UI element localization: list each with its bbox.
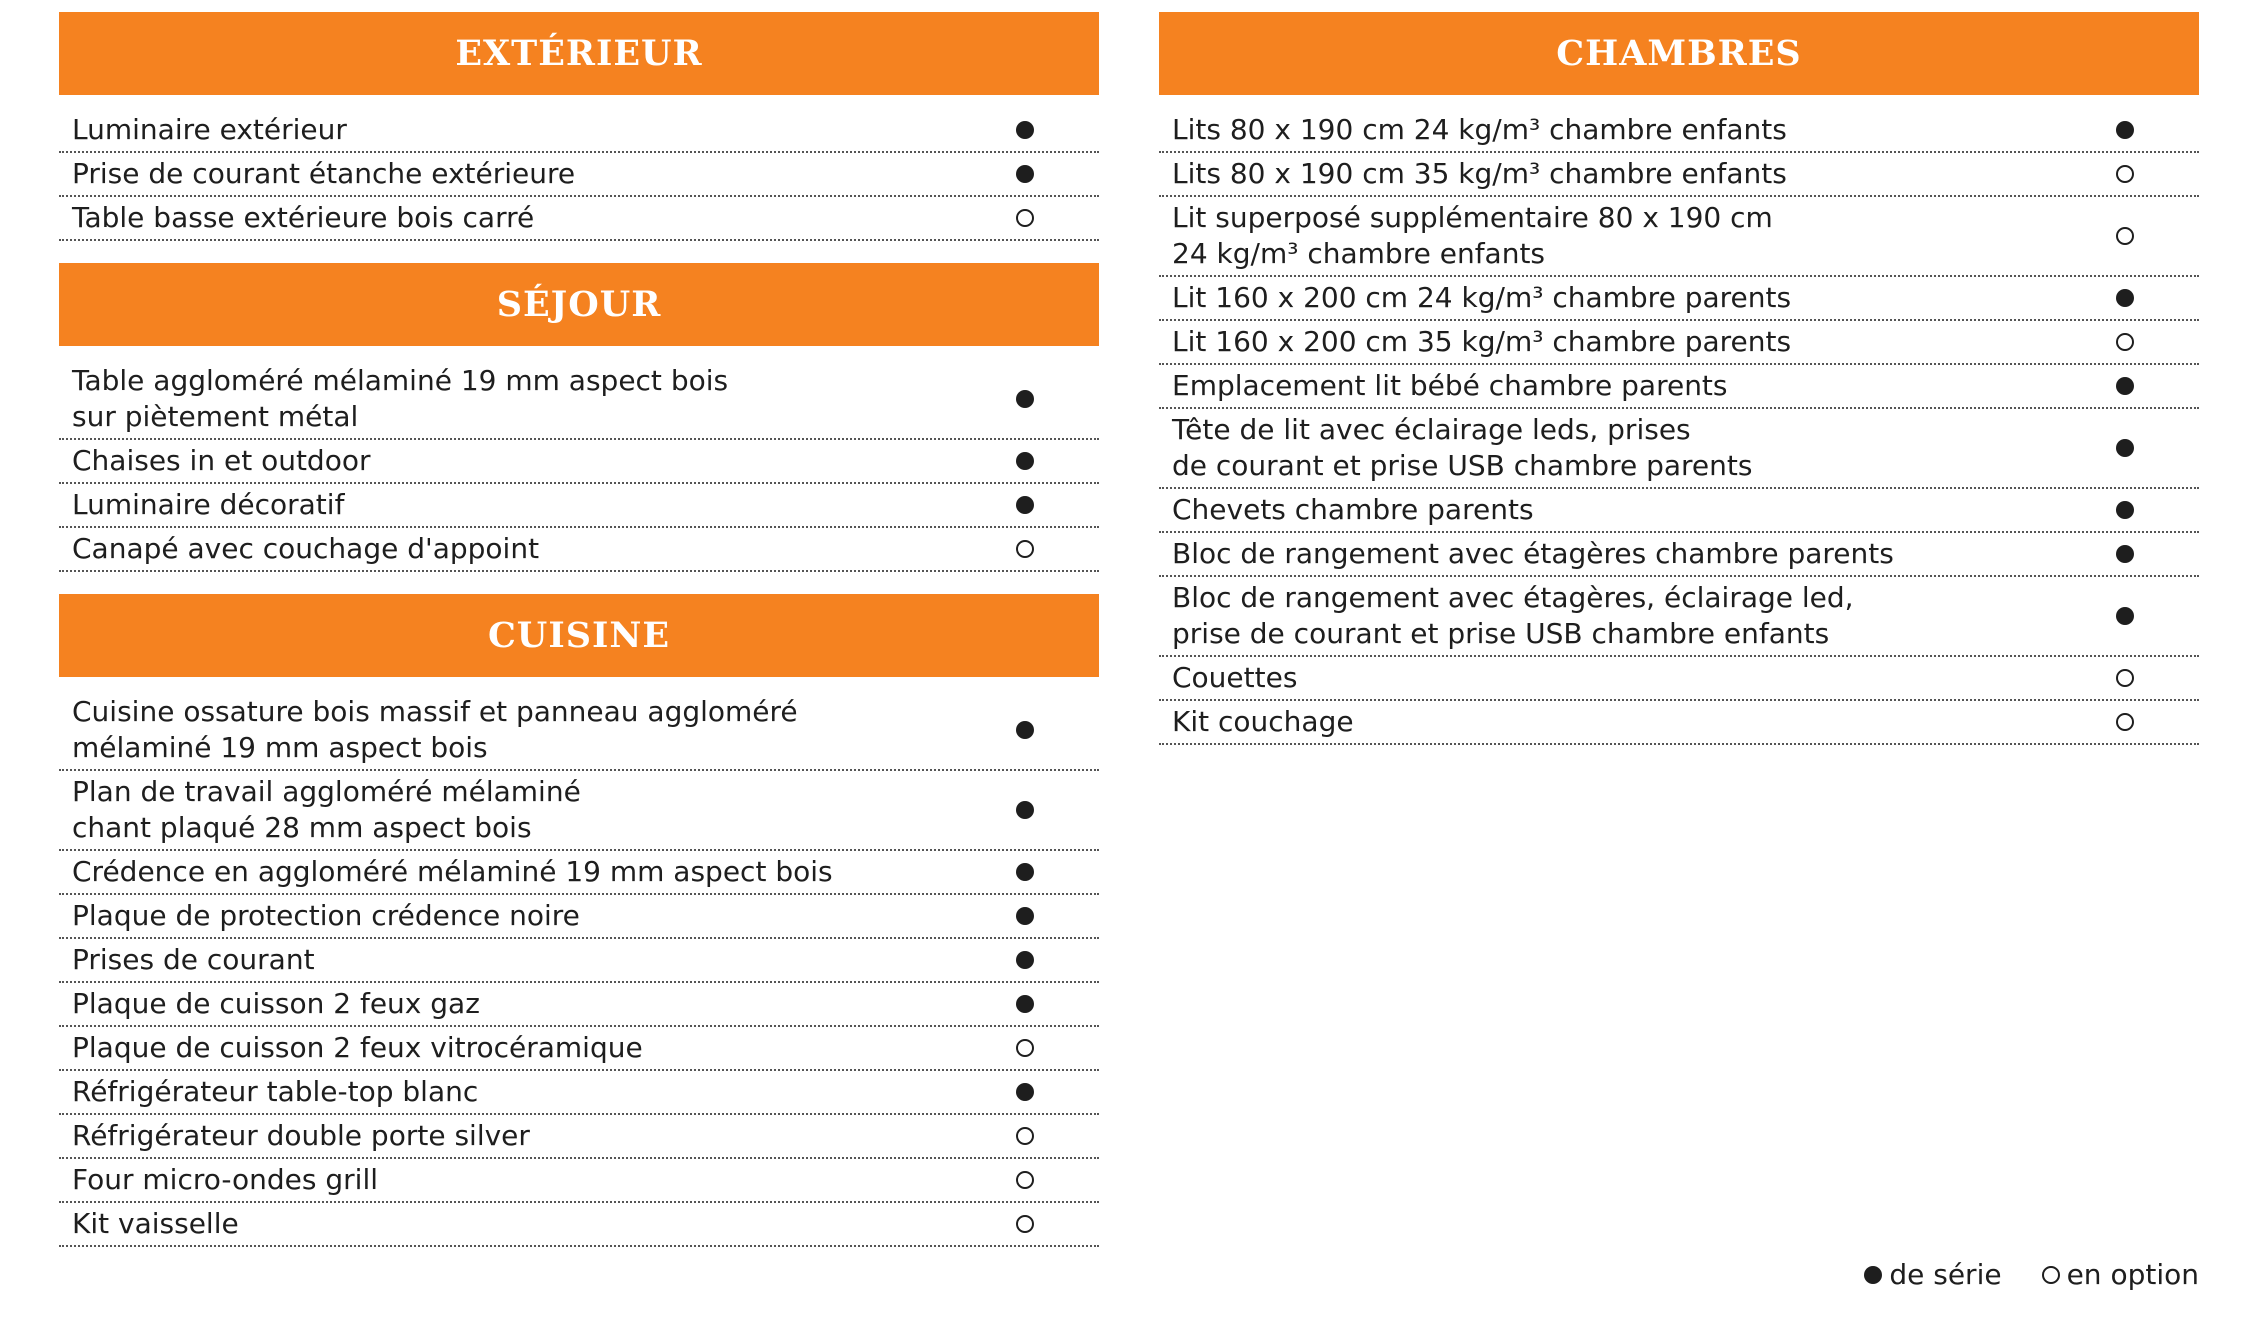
list-item [59, 895, 1099, 939]
list-item [1159, 533, 2199, 577]
list-item [59, 109, 1099, 153]
list-item [59, 484, 1099, 528]
item-label: Luminaire décoratif [72, 488, 345, 521]
hollow-circle-icon [1016, 540, 1034, 558]
item-label: Crédence en aggloméré mélaminé 19 mm aspect bois [72, 855, 833, 888]
filled-circle-icon [1016, 390, 1034, 408]
item-list [1159, 109, 2199, 745]
item-label: Table aggloméré mélaminé 19 mm aspect bois sur piètement métal [72, 364, 729, 433]
item-label: Chevets chambre parents [1172, 493, 1534, 526]
filled-circle-icon [1016, 165, 1034, 183]
list-item [1159, 109, 2199, 153]
list-item [1159, 277, 2199, 321]
list-item [59, 528, 1099, 572]
item-label: Prise de courant étanche extérieure [72, 157, 576, 190]
item-label: Lit 160 x 200 cm 35 kg/m³ chambre parents [1172, 325, 1792, 358]
filled-circle-icon [1016, 1083, 1034, 1101]
item-label: Lits 80 x 190 cm 35 kg/m³ chambre enfants [1172, 157, 1787, 190]
filled-circle-icon [2116, 501, 2134, 519]
list-item [1159, 657, 2199, 701]
section-header [59, 594, 1099, 677]
hollow-circle-icon [2116, 669, 2134, 687]
list-item [59, 939, 1099, 983]
item-label: Plaque de protection crédence noire [72, 899, 580, 932]
list-item [59, 1159, 1099, 1203]
section-header [59, 263, 1099, 346]
list-item [59, 1071, 1099, 1115]
item-label: Plaque de cuisson 2 feux gaz [72, 987, 480, 1020]
list-item [59, 197, 1099, 241]
item-label: Kit couchage [1172, 705, 1354, 738]
legend [1824, 1258, 2199, 1291]
item-label: Lits 80 x 190 cm 24 kg/m³ chambre enfants [1172, 113, 1787, 146]
hollow-circle-icon [1016, 1127, 1034, 1145]
filled-circle-icon [2116, 439, 2134, 457]
item-label: Prises de courant [72, 943, 315, 976]
item-label: Cuisine ossature bois massif et panneau aggloméré mélaminé 19 mm aspect bois [72, 695, 798, 764]
list-item [1159, 365, 2199, 409]
hollow-circle-icon [2116, 165, 2134, 183]
filled-circle-icon [1016, 452, 1034, 470]
item-label: Tête de lit avec éclairage leds, prises de courant et prise USB chambre parents [1172, 413, 1753, 482]
item-label: Bloc de rangement avec étagères, éclairage led, prise de courant et prise USB chambre enfants [1172, 581, 1854, 650]
list-item [59, 153, 1099, 197]
list-item [59, 1203, 1099, 1247]
section-title: CHAMBRES [1556, 33, 1802, 74]
list-item [1159, 701, 2199, 745]
list-item [1159, 577, 2199, 657]
section-title: CUISINE [487, 615, 671, 656]
legend-option-label: en option [2066, 1258, 2199, 1291]
item-label: Luminaire extérieur [72, 113, 347, 146]
list-item [1159, 409, 2199, 489]
item-label: Bloc de rangement avec étagères chambre parents [1172, 537, 1894, 570]
filled-circle-icon [1016, 121, 1034, 139]
section-chambres [1159, 12, 2199, 745]
filled-circle-icon [1016, 496, 1034, 514]
item-label: Kit vaisselle [72, 1207, 239, 1240]
list-item [59, 851, 1099, 895]
item-label: Table basse extérieure bois carré [72, 201, 535, 234]
list-item [1159, 153, 2199, 197]
filled-circle-icon [2116, 121, 2134, 139]
filled-circle-icon [1016, 863, 1034, 881]
filled-circle-icon [1864, 1266, 1882, 1284]
item-label: Réfrigérateur table-top blanc [72, 1075, 479, 1108]
list-item [59, 1115, 1099, 1159]
hollow-circle-icon [2116, 333, 2134, 351]
filled-circle-icon [2116, 545, 2134, 563]
list-item [59, 360, 1099, 440]
legend-standard [1864, 1258, 2001, 1291]
item-label: Lit 160 x 200 cm 24 kg/m³ chambre parents [1172, 281, 1792, 314]
item-label: Couettes [1172, 661, 1298, 694]
item-label: Four micro-ondes grill [72, 1163, 379, 1196]
section-title: SÉJOUR [496, 284, 662, 325]
filled-circle-icon [2116, 377, 2134, 395]
list-item [59, 691, 1099, 771]
item-list [59, 109, 1099, 241]
hollow-circle-icon [1016, 1215, 1034, 1233]
section-cuisine [59, 594, 1099, 1247]
section-sejour [59, 263, 1099, 572]
list-item [59, 983, 1099, 1027]
filled-circle-icon [1016, 951, 1034, 969]
item-label: Réfrigérateur double porte silver [72, 1119, 530, 1152]
hollow-circle-icon [2042, 1266, 2060, 1284]
hollow-circle-icon [2116, 713, 2134, 731]
filled-circle-icon [1016, 721, 1034, 739]
list-item [1159, 197, 2199, 277]
section-title: EXTÉRIEUR [455, 33, 703, 74]
filled-circle-icon [1016, 907, 1034, 925]
list-item [59, 1027, 1099, 1071]
list-item [1159, 489, 2199, 533]
item-label: Lit superposé supplémentaire 80 x 190 cm 24 kg/m³ chambre enfants [1172, 201, 1773, 270]
legend-option [2042, 1258, 2199, 1291]
list-item [59, 771, 1099, 851]
right-column [1159, 12, 2199, 767]
hollow-circle-icon [1016, 209, 1034, 227]
item-list [59, 360, 1099, 572]
legend-standard-label: de série [1889, 1258, 2002, 1291]
hollow-circle-icon [2116, 227, 2134, 245]
item-label: Chaises in et outdoor [72, 444, 371, 477]
section-exterieur [59, 12, 1099, 241]
section-header [59, 12, 1099, 95]
filled-circle-icon [2116, 607, 2134, 625]
item-label: Canapé avec couchage d'appoint [72, 532, 540, 565]
list-item [59, 440, 1099, 484]
filled-circle-icon [1016, 995, 1034, 1013]
section-header [1159, 12, 2199, 95]
item-label: Emplacement lit bébé chambre parents [1172, 369, 1728, 402]
item-label: Plaque de cuisson 2 feux vitrocéramique [72, 1031, 643, 1064]
filled-circle-icon [2116, 289, 2134, 307]
hollow-circle-icon [1016, 1171, 1034, 1189]
filled-circle-icon [1016, 801, 1034, 819]
hollow-circle-icon [1016, 1039, 1034, 1057]
item-list [59, 691, 1099, 1247]
left-column [59, 12, 1099, 1269]
list-item [1159, 321, 2199, 365]
item-label: Plan de travail aggloméré mélaminé chant plaqué 28 mm aspect bois [72, 775, 581, 844]
